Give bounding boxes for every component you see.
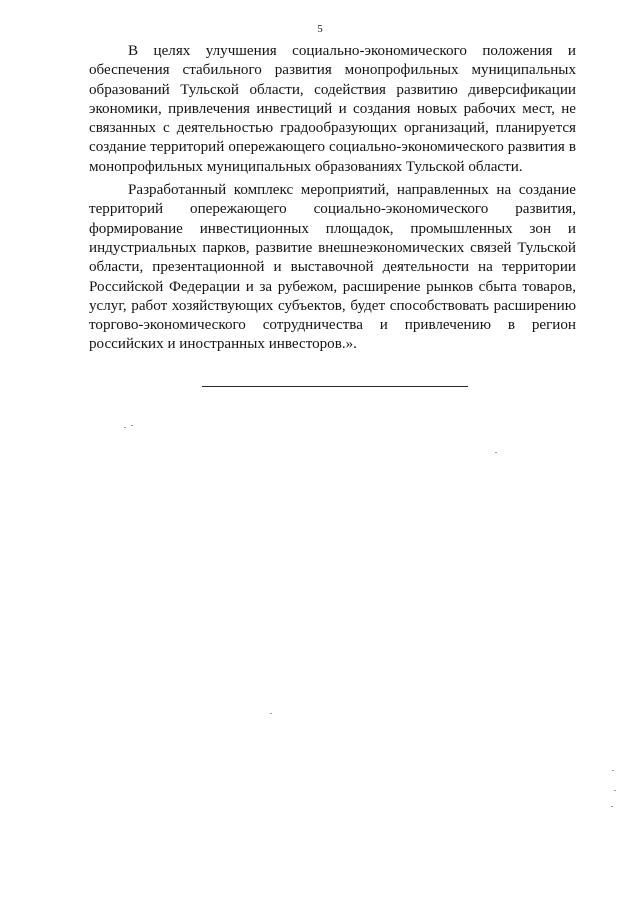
- scan-speck: [270, 713, 272, 714]
- scan-speck: [131, 425, 133, 426]
- scan-speck: [612, 770, 614, 771]
- scan-speck: [614, 790, 616, 791]
- document-body: [89, 42, 576, 355]
- scan-speck: [124, 427, 126, 428]
- page-number: 5: [317, 23, 323, 35]
- scan-speck: [495, 452, 497, 453]
- paragraph-2: Разработанный комплекс мероприятий, направленных на создание территорий опережающего социально-экономического развития, формирование инвестиционных площадок, промышленных зон и индустриальных парков, развитие внешнеэкономических связей Тульской области, презентационной и выставочной деятельности на территории Российской Федерации и за рубежом, расширение рынков сбыта товаров, услуг, работ хозяйствующих субъектов, будет способствовать расширению торгово-экономического сотрудничества и привлечению в регион российских и иностранных инвесторов.».: [89, 182, 576, 353]
- paragraph-1: В целях улучшения социально-экономического положения и обеспечения стабильного развития монопрофильных муниципальных образований Тульской области, содействия развитию диверсификации экономики, привлечения инвестиций и создания новых рабочих мест, не связанных с деятельностью градообразующих организаций, планируется создание территорий опережающего социально-экономического развития в монопрофильных муниципальных образованиях Тульской области.: [89, 43, 576, 175]
- scan-speck: [611, 806, 613, 807]
- closing-separator-line: [202, 386, 468, 387]
